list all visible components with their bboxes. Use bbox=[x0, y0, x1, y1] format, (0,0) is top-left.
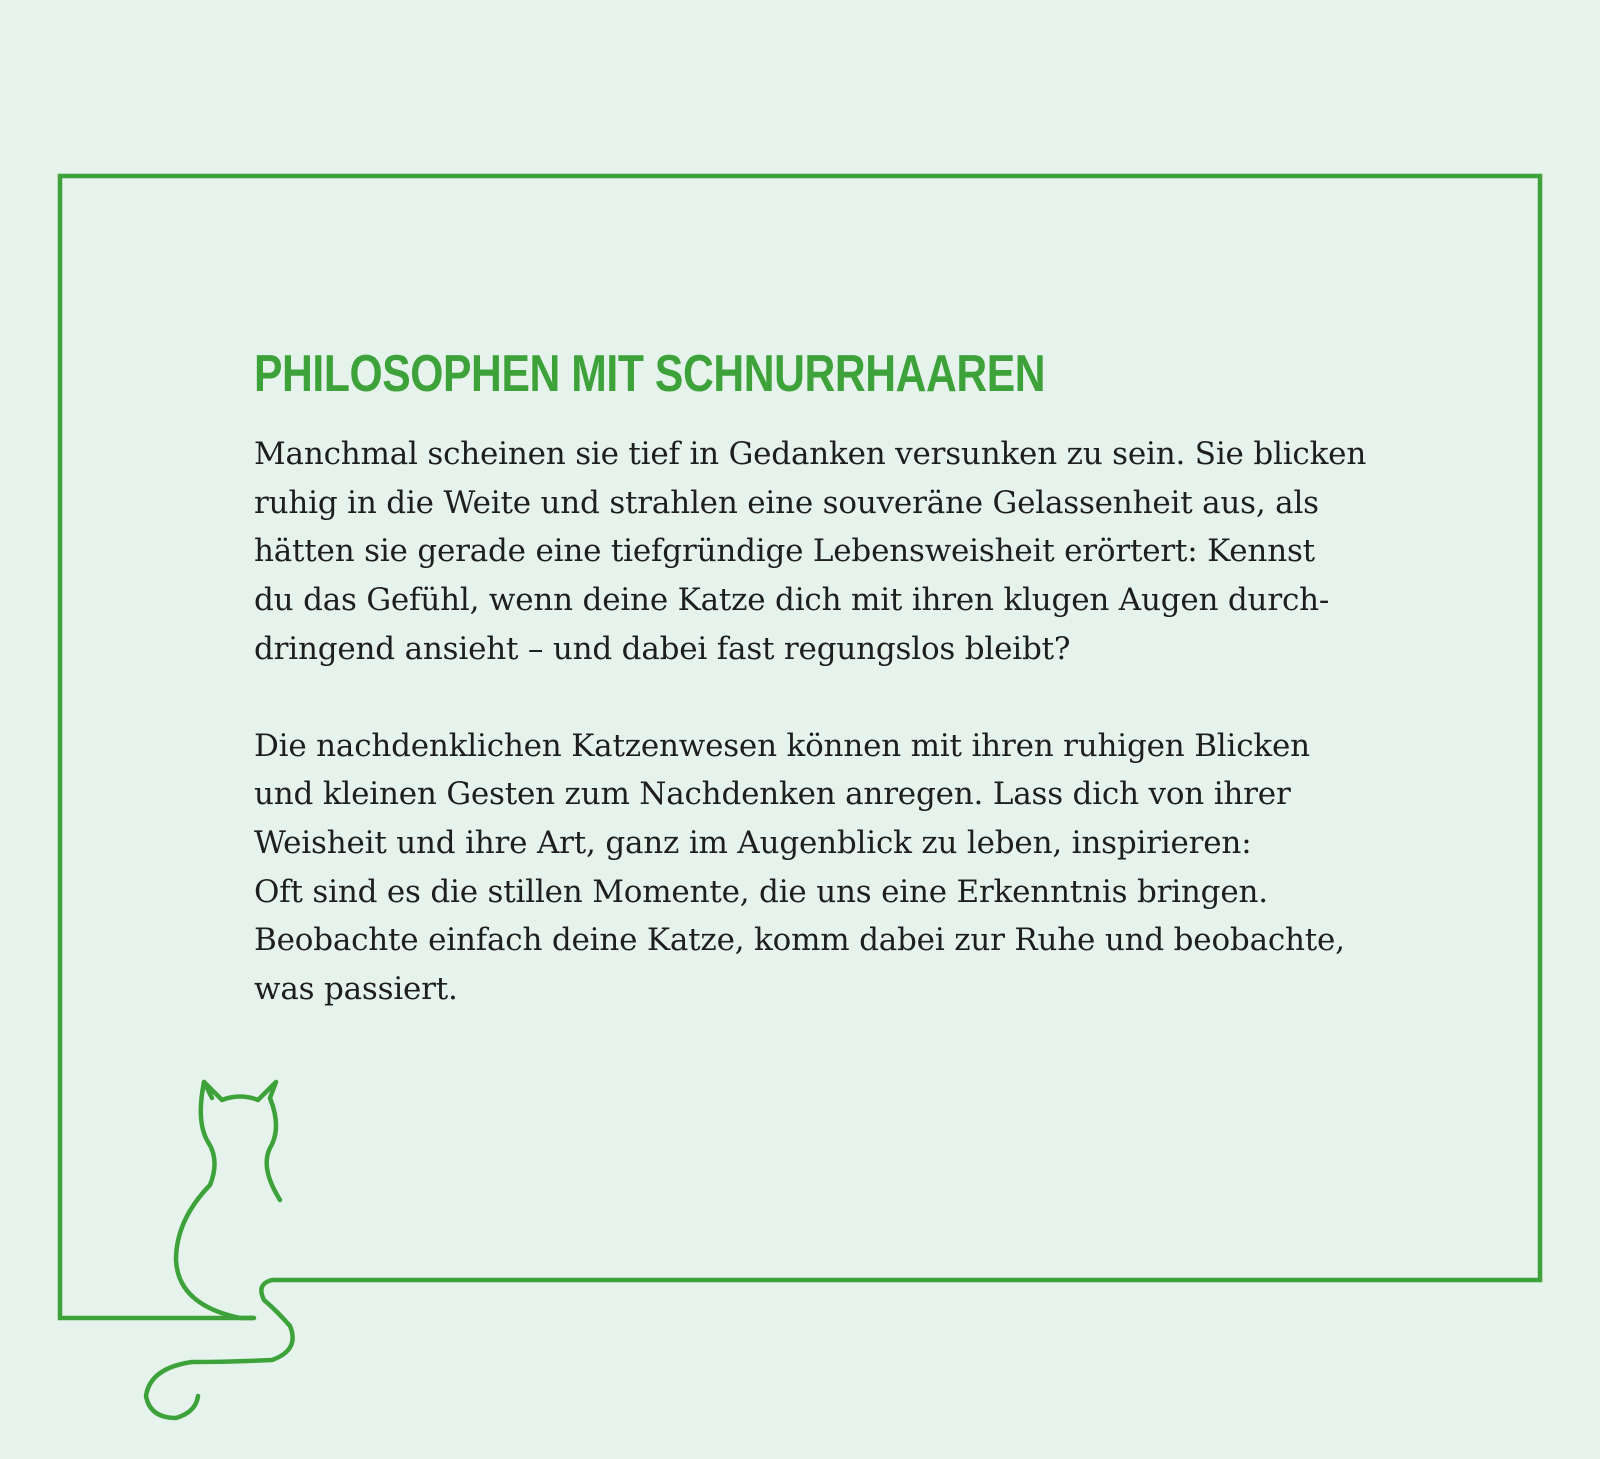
paragraph-body bbox=[254, 722, 1374, 1014]
text-line: Beobachte einfach deine Katze, komm dabei zur Ruhe und beobachte, bbox=[254, 922, 1345, 959]
text-line: Die nachdenklichen Katzenwesen können mit ihren ruhigen Blicken bbox=[254, 727, 1310, 764]
article-title: PHILOSOPHEN MIT SCHNURRHAAREN bbox=[254, 345, 1046, 403]
text-line: ruhig in die Weite und strahlen eine souveräne Gelassenheit aus, als bbox=[254, 484, 1319, 521]
text-line: und kleinen Gesten zum Nachdenken anregen. Lass dich von ihrer bbox=[254, 776, 1291, 813]
text-line: hätten sie gerade eine tiefgründige Lebensweisheit erörtert: Kennst bbox=[254, 533, 1315, 570]
article bbox=[254, 345, 1374, 1014]
cat-outline-icon bbox=[146, 1082, 293, 1418]
paragraph-intro bbox=[254, 430, 1374, 674]
text-line: Oft sind es die stillen Momente, die uns eine Erkenntnis bringen. bbox=[254, 873, 1268, 910]
text-line: Weisheit und ihre Art, ganz im Augenblick zu leben, inspirieren: bbox=[254, 824, 1252, 861]
text-line: du das Gefühl, wenn deine Katze dich mit ihren klugen Augen durch- bbox=[254, 582, 1330, 619]
text-line: was passiert. bbox=[254, 971, 458, 1008]
text-line: Manchmal scheinen sie tief in Gedanken versunken zu sein. Sie blicken bbox=[254, 436, 1367, 472]
text-line: dringend ansieht – und dabei fast regungslos bleibt? bbox=[254, 630, 1071, 667]
